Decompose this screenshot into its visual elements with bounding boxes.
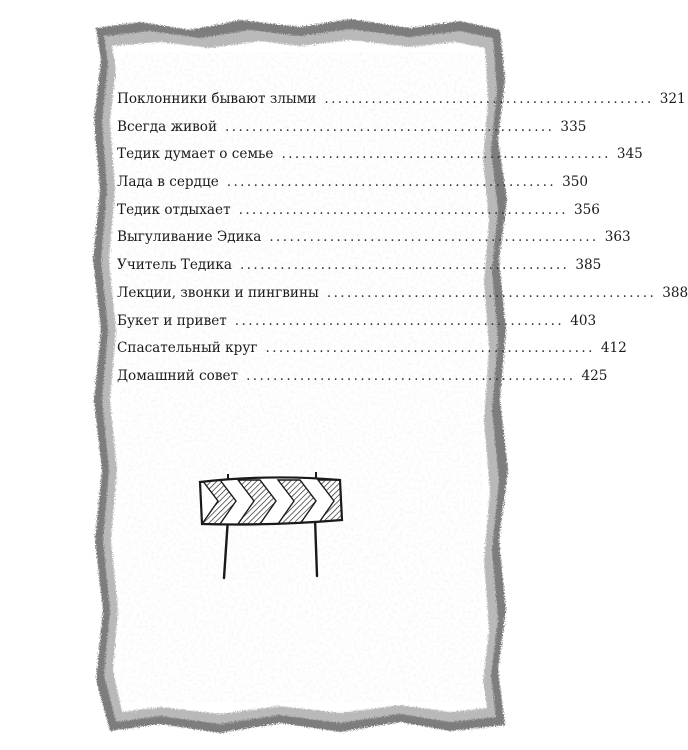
toc-entry[interactable]	[117, 308, 597, 336]
toc-entry[interactable]	[117, 169, 589, 197]
toc-leader-dots: .................................................	[239, 257, 570, 274]
toc-entry-page: 388	[662, 284, 688, 301]
toc-entry-page: 335	[560, 118, 587, 135]
toc-entry[interactable]	[117, 335, 627, 363]
toc-entry-page: 321	[659, 91, 686, 107]
toc-entry[interactable]	[117, 280, 688, 308]
toc-leader-dots: .................................................	[326, 284, 657, 301]
road-barrier-chevron-sign-icon	[190, 468, 350, 580]
toc-entry-title: Спасательный круг	[117, 340, 258, 357]
toc-entry-title: Лада в сердце	[117, 174, 219, 191]
toc-leader-dots: .................................................	[324, 91, 654, 107]
toc-entry-title: Домашний совет	[117, 367, 239, 384]
toc-leader-dots: .................................................	[226, 174, 557, 191]
toc-entry-title: Букет и привет	[117, 312, 227, 329]
toc-entry[interactable]	[117, 252, 602, 280]
toc-entry-title: Выгуливание Эдика	[117, 229, 262, 246]
toc-entry-title: Всегда живой	[117, 118, 218, 135]
toc-entry-page: 412	[600, 340, 627, 357]
toc-entry-title: Поклонники бывают злыми	[117, 91, 317, 107]
toc-entry-title: Тедик отдыхает	[117, 201, 231, 218]
toc-leader-dots: .................................................	[269, 229, 599, 246]
toc-entry-title: Лекции, звонки и пингвины	[117, 284, 319, 301]
toc-entry-title: Тедик думает о семье	[117, 146, 274, 163]
toc-entry-title: Учитель Тедика	[117, 257, 232, 274]
toc-leader-dots: .................................................	[238, 201, 568, 218]
toc-entry[interactable]	[117, 141, 643, 169]
toc-entry-page: 403	[570, 312, 597, 329]
toc-leader-dots: .................................................	[246, 367, 576, 384]
toc-entry[interactable]	[117, 224, 631, 252]
toc-entry[interactable]	[117, 114, 587, 142]
toc-entry[interactable]	[117, 197, 600, 225]
toc-entry-page: 425	[581, 367, 608, 384]
toc-leader-dots: .................................................	[265, 340, 595, 357]
toc-entry-page: 350	[562, 174, 589, 191]
toc-entry[interactable]	[117, 363, 608, 391]
table-of-contents	[117, 86, 688, 391]
toc-entry-page: 363	[604, 229, 631, 246]
toc-entry-page: 385	[575, 257, 602, 274]
toc-entry-page: 356	[573, 201, 600, 218]
toc-entry-page: 345	[616, 146, 643, 163]
toc-leader-dots: .................................................	[234, 312, 565, 329]
toc-entry[interactable]	[117, 86, 686, 114]
toc-leader-dots: .................................................	[225, 118, 555, 135]
toc-leader-dots: .................................................	[281, 146, 611, 163]
